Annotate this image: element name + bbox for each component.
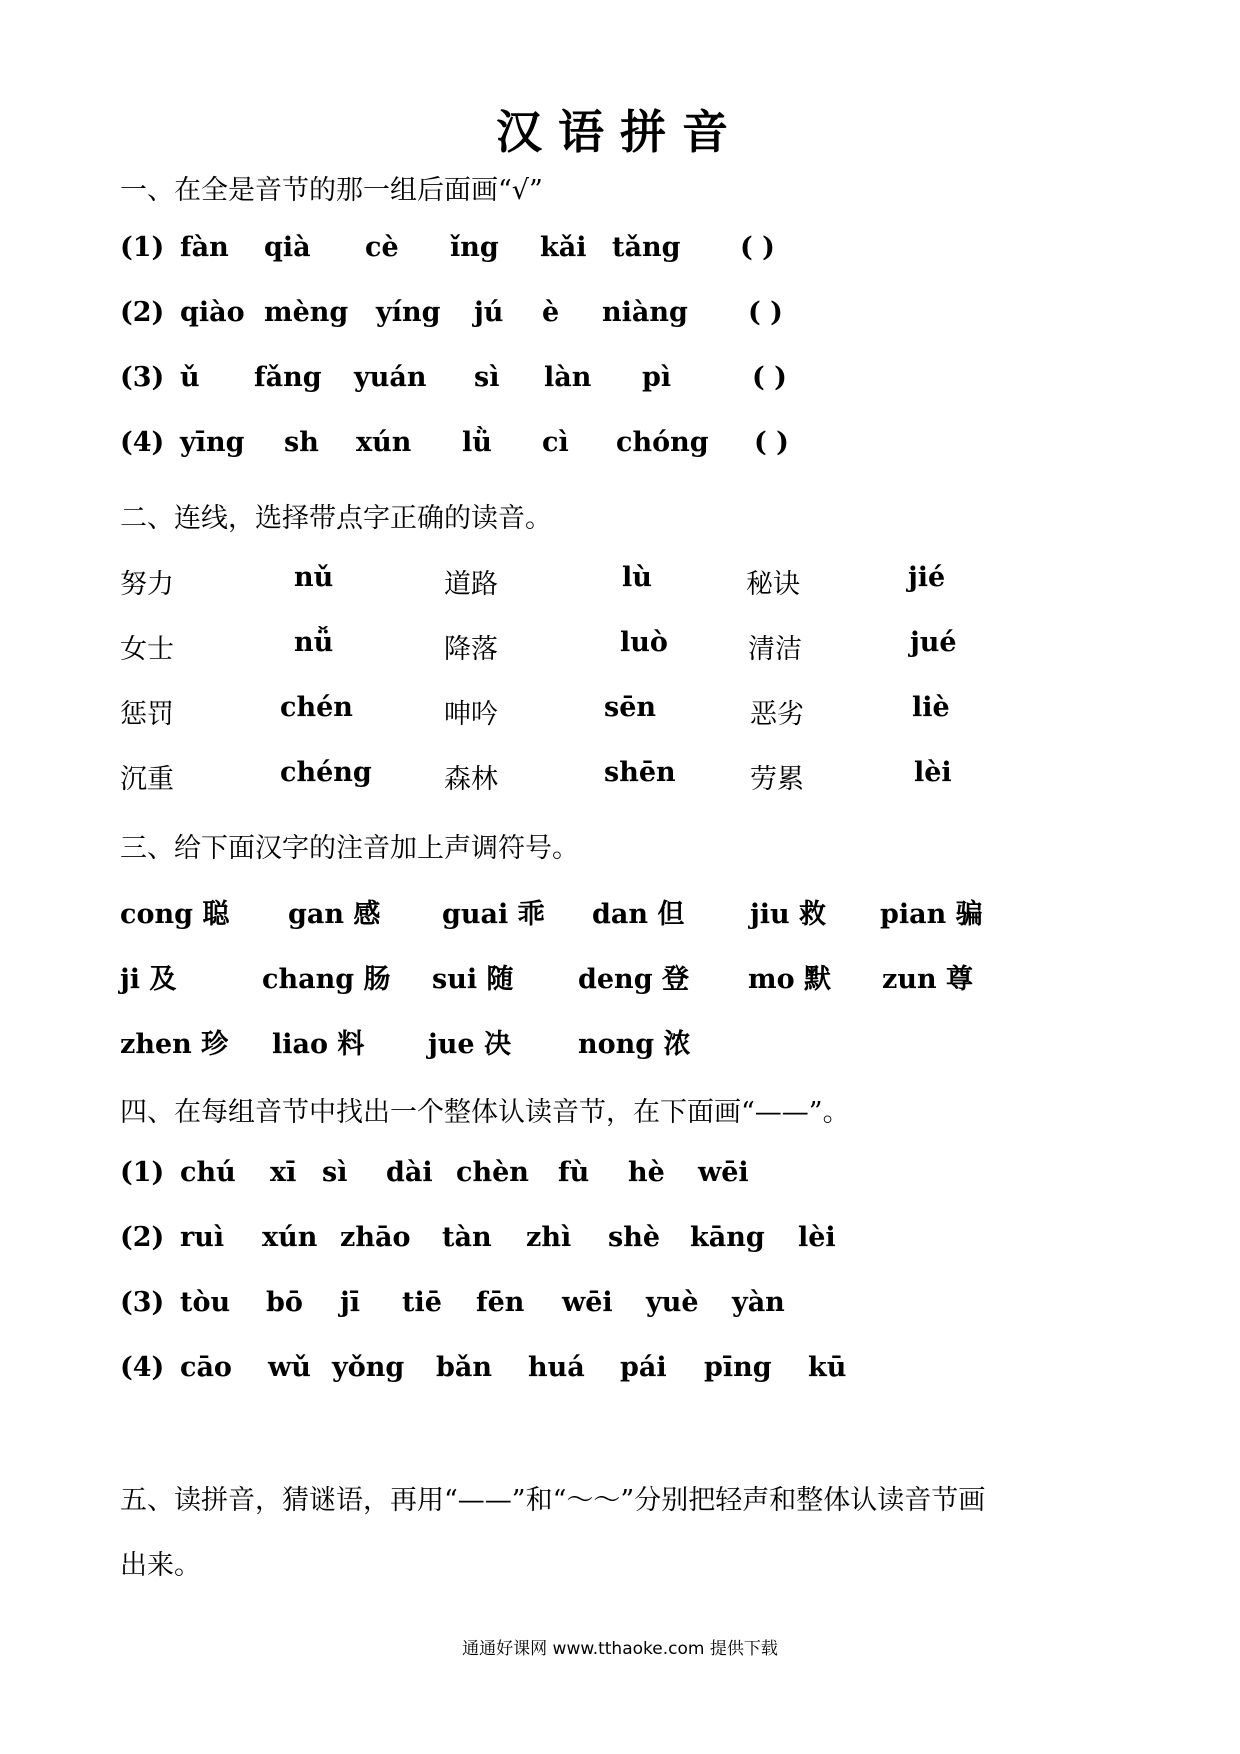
- syllable: xún: [356, 427, 412, 458]
- word: 降落: [444, 634, 498, 665]
- syllable: tàn: [442, 1222, 492, 1253]
- syllable: ǐng: [450, 232, 499, 263]
- syllable: tiē: [402, 1287, 442, 1318]
- syllable: lǜ: [462, 427, 492, 458]
- syllable: kāng: [690, 1222, 765, 1253]
- tone-item: pian 骗: [880, 899, 983, 930]
- row-number: (4): [120, 427, 165, 458]
- tone-item: jue 决: [428, 1029, 511, 1060]
- syllable: fǎng: [254, 362, 322, 393]
- syllable: bǎn: [436, 1352, 493, 1383]
- section-2-heading: 二、连线，选择带点字正确的读音。: [120, 503, 552, 534]
- syllable: lèi: [798, 1222, 836, 1253]
- word: 劳累: [750, 764, 804, 795]
- syllable: làn: [544, 362, 592, 393]
- syllable: xī: [270, 1157, 297, 1188]
- row-number: (4): [120, 1352, 165, 1383]
- tone-item: jiu 救: [750, 899, 827, 930]
- word: 沉重: [120, 764, 174, 795]
- syllable: cè: [365, 232, 399, 263]
- syllable: sì: [474, 362, 500, 393]
- word: 清洁: [748, 634, 802, 665]
- tone-item: sui 随: [432, 964, 514, 995]
- pinyin-option: nǔ: [294, 562, 334, 593]
- pinyin-option: shēn: [604, 757, 676, 788]
- answer-paren: ( ): [752, 362, 787, 393]
- pinyin-option: chéng: [280, 757, 372, 788]
- word: 惩罚: [120, 699, 174, 730]
- pinyin-option: lù: [622, 562, 652, 593]
- syllable: cì: [542, 427, 569, 458]
- syllable: è: [542, 297, 560, 328]
- syllable: shè: [608, 1222, 661, 1253]
- pinyin-option: luò: [620, 627, 668, 658]
- row-number: (2): [120, 297, 165, 328]
- pinyin-option: jié: [908, 562, 946, 593]
- syllable: jī: [340, 1287, 361, 1318]
- syllable: sì: [322, 1157, 348, 1188]
- tone-item: mo 默: [748, 964, 831, 995]
- section-1-heading: 一、在全是音节的那一组后面画“√”: [120, 175, 543, 206]
- pinyin-option: jué: [910, 627, 957, 658]
- row-number: (3): [120, 362, 165, 393]
- syllable: fàn: [180, 232, 229, 263]
- syllable: fù: [558, 1157, 590, 1188]
- word: 呻吟: [444, 699, 498, 730]
- row-number: (1): [120, 1157, 165, 1188]
- syllable: wǔ: [268, 1352, 311, 1383]
- row-number: (3): [120, 1287, 165, 1318]
- footer-credit: 通通好课网 www.tthaoke.com 提供下载: [462, 1639, 778, 1659]
- syllable: chú: [180, 1157, 236, 1188]
- syllable: wēi: [562, 1287, 613, 1318]
- section-5-heading: 五、读拼音，猜谜语，再用“——”和“～～”分别把轻声和整体认读音节画: [120, 1485, 986, 1516]
- syllable: pái: [620, 1352, 667, 1383]
- syllable: pīng: [704, 1352, 772, 1383]
- syllable: yuán: [354, 362, 427, 393]
- syllable: fēn: [476, 1287, 525, 1318]
- tone-item: chang 肠: [262, 964, 391, 995]
- answer-paren: ( ): [740, 232, 775, 263]
- word: 森林: [444, 764, 498, 795]
- tone-item: ji 及: [120, 964, 177, 995]
- tone-item: guai 乖: [442, 899, 545, 930]
- tone-item: gan 感: [288, 899, 381, 930]
- page-title: 汉语拼音: [496, 105, 744, 159]
- syllable: jú: [474, 297, 504, 328]
- syllable: mèng: [264, 297, 349, 328]
- syllable: hè: [628, 1157, 665, 1188]
- syllable: wēi: [698, 1157, 749, 1188]
- syllable: qiào: [180, 297, 245, 328]
- syllable: chèn: [456, 1157, 529, 1188]
- pinyin-option: liè: [912, 692, 950, 723]
- word: 道路: [444, 569, 498, 600]
- row-number: (1): [120, 232, 165, 263]
- tone-item: dan 但: [592, 899, 685, 930]
- section-4-heading: 四、在每组音节中找出一个整体认读音节，在下面画“——”。: [120, 1097, 850, 1128]
- answer-paren: ( ): [754, 427, 789, 458]
- answer-paren: ( ): [748, 297, 783, 328]
- tone-item: zun 尊: [882, 964, 973, 995]
- tone-item: nong 浓: [578, 1029, 691, 1060]
- syllable: xún: [262, 1222, 318, 1253]
- word: 女士: [120, 634, 174, 665]
- syllable: zhì: [526, 1222, 572, 1253]
- pinyin-option: chén: [280, 692, 353, 723]
- syllable: yǒng: [332, 1352, 405, 1383]
- word: 努力: [120, 569, 174, 600]
- syllable: yuè: [646, 1287, 699, 1318]
- word: 秘诀: [746, 569, 800, 600]
- pinyin-option: sēn: [604, 692, 657, 723]
- row-number: (2): [120, 1222, 165, 1253]
- syllable: kǎi: [540, 232, 587, 263]
- tone-item: cong 聪: [120, 899, 230, 930]
- syllable: tǎng: [612, 232, 681, 263]
- syllable: cāo: [180, 1352, 232, 1383]
- tone-item: zhen 珍: [120, 1029, 229, 1060]
- tone-item: liao 料: [272, 1029, 365, 1060]
- syllable: tòu: [180, 1287, 231, 1318]
- syllable: dài: [386, 1157, 433, 1188]
- syllable: zhāo: [340, 1222, 411, 1253]
- syllable: kū: [808, 1352, 847, 1383]
- syllable: yàn: [732, 1287, 785, 1318]
- syllable: chóng: [616, 427, 709, 458]
- word: 恶劣: [750, 699, 804, 730]
- syllable: qià: [264, 232, 311, 263]
- section-3-heading: 三、给下面汉字的注音加上声调符号。: [120, 833, 579, 864]
- pinyin-option: lèi: [914, 757, 952, 788]
- syllable: yīng: [180, 427, 245, 458]
- syllable: niàng: [602, 297, 688, 328]
- section-5-heading-continued: 出来。: [120, 1550, 201, 1581]
- syllable: ruì: [180, 1222, 225, 1253]
- syllable: huá: [528, 1352, 585, 1383]
- syllable: pì: [642, 362, 672, 393]
- tone-item: deng 登: [578, 964, 689, 995]
- syllable: bō: [266, 1287, 303, 1318]
- syllable: sh: [284, 427, 319, 458]
- pinyin-option: nǚ: [294, 627, 334, 658]
- syllable: yíng: [376, 297, 441, 328]
- syllable: ǔ: [180, 362, 200, 393]
